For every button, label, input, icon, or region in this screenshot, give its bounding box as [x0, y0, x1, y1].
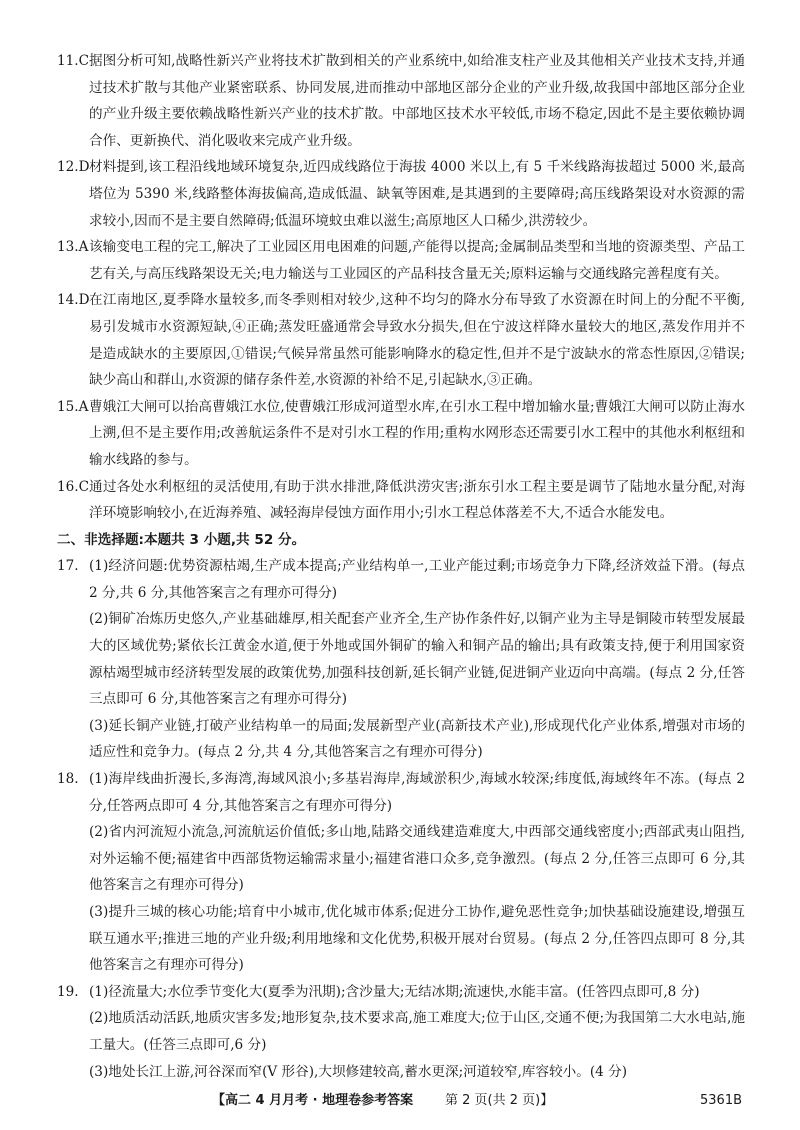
answer-item-13: [57, 234, 745, 287]
question-number: 19.: [57, 983, 79, 1000]
sub-answer: (3)提升三城的核心功能;培育中小城市,优化城市体系;促进分工协作,避免恶性竞争;加快基础设施建设,增强互联互通水平;推进三地的产业升级;利用地缘和文化优势,积极开展对台贸易。(每点 2 分,任答四点即可 8 分,其他答案言之有理亦可得分): [89, 904, 745, 974]
sub-answer: (1)海岸线曲折漫长,多海湾,海域风浪小;多基岩海岸,海域淤积少,海域水较深;纬度低,海域终年不冻。(每点 2 分,任答两点即可 4 分,其他答案言之有理亦可得分): [89, 771, 745, 814]
sub-answer: (3)延长铜产业链,打破产业结构单一的局面;发展新型产业(高新技术产业),形成现代化产业体系,增强对市场的适应性和竞争力。(每点 2 分,共 4 分,其他答案言之有理亦可得分): [89, 717, 745, 761]
question-number: 12.D: [57, 159, 90, 176]
sub-answer: (3)地处长江上游,河谷深而窄(V 形谷),大坝修建较高,蓄水更深;河道较窄,库容较小。(4 分): [89, 1063, 628, 1080]
sub-answer: (2)铜矿冶炼历史悠久,产业基础雄厚,相关配套产业齐全,生产协作条件好,以铜产业为主导是铜陵市转型发展最大的区域优势;紧依长江黄金水道,便于外地或国外铜矿的输入和铜产品的输出;具有政策支持,便于利用国家资源枯竭型城市经济转型发展的政策优势,加强科技创新,延长铜产业链,促进铜产业迈向中高端。(每点 2 分,任答三点即可 6 分,其他答案言之有理亦可得分): [89, 611, 745, 708]
answer-text: 据图分析可知,战略性新兴产业将技术扩散到相关的产业系统中,如给准支柱产业及其他相关产业技术支持,并通过技术扩散与其他产业紧密联系、协同发展,进而推动中部地区部分企业的产业升级,故我国中部地区部分企业的产业升级主要依赖战略性新兴产业的技术扩散。中部地区技术水平较低,市场不稳定,因此不是主要依赖协调合作、更新换代、消化吸收来完成产业升级。: [89, 53, 745, 149]
question-number: 14.D: [57, 292, 90, 309]
sub-answer: (2)省内河流短小流急,河流航运价值低;多山地,陆路交通线建造难度大,中西部交通线密度小;西部武夷山阻挡,对外运输不便;福建省中西部货物运输需求量小;福建省港口众多,竞争激烈。(每点 2 分,任答三点即可 6 分,其他答案言之有理亦可得分): [89, 824, 745, 894]
answer-item-12: [57, 154, 745, 234]
footer-code: 5361B: [700, 1093, 743, 1108]
answer-content: [57, 48, 745, 1085]
answer-item-19: [57, 979, 745, 1085]
footer-title: 【高二 4 月月考 · 地理卷参考答案: [212, 1093, 414, 1108]
question-number: 17.: [57, 558, 79, 575]
answer-item-17: [57, 553, 745, 766]
answer-text: 通过各处水利枢纽的灵活使用,有助于洪水排泄,降低洪涝灾害;浙东引水工程主要是调节了陆地水量分配,对海洋环境影响较小,在近海养殖、减轻海岸侵蚀方面作用小;引水工程总体落差不大,不适合水能发电。: [89, 478, 745, 522]
answer-text: 在江南地区,夏季降水量较多,而冬季则相对较少,这种不均匀的降水分布导致了水资源在时间上的分配不平衡,易引发城市水资源短缺,④正确;蒸发旺盛通常会导致水分损失,但在宁波这样降水量较大的地区,蒸发作用并不是造成缺水的主要原因,①错误;气候异常虽然可能影响降水的稳定性,但并不是宁波缺水的常态性原因,②错误;缺少高山和群山,水资源的储存条件差,水资源的补给不足,引起缺水,③正确。: [89, 292, 745, 389]
sub-answer: (1)经济问题:优势资源枯竭,生产成本提高;产业结构单一,工业产能过剩;市场竞争力下降,经济效益下滑。(每点 2 分,共 6 分,其他答案言之有理亦可得分): [89, 558, 745, 601]
question-number: 15.A: [57, 398, 89, 415]
answer-item-14: [57, 287, 745, 393]
answer-item-11: [57, 48, 745, 154]
answer-text: 曹娥江大闸可以抬高曹娥江水位,使曹娥江形成河道型水库,在引水工程中增加输水量;曹娥江大闸可以防止海水上溯,但不是主要作用;改善航运条件不是对引水工程的作用;重构水网形态还需要引水工程中的其他水利枢纽和输水线路的参与。: [89, 398, 745, 468]
section-heading: 二、非选择题:本题共 3 小题,共 52 分。: [57, 531, 306, 548]
page-footer: [0, 1088, 800, 1114]
question-number: 16.C: [57, 478, 90, 495]
answer-text: 材料提到,该工程沿线地域环境复杂,近四成线路位于海拔 4000 米以上,有 5 千米线路海拔超过 5000 米,最高塔位为 5390 米,线路整体海拔偏高,造成低温、缺氧等困难,是其遇到的主要障碍;高压线路架设对水资源的需求较小,因而不是主要自然障碍;低温环境蚊虫难以滋生;高原地区人口稀少,洪涝较少。: [89, 159, 745, 229]
sub-answer: (2)地质活动活跃,地质灾害多发;地形复杂,技术要求高,施工难度大;位于山区,交通不便;为我国第二大水电站,施工量大。(任答三点即可,6 分): [89, 1010, 745, 1053]
answer-item-16: [57, 474, 745, 527]
question-number: 11.C: [57, 53, 90, 69]
footer-page-number: 第 2 页(共 2 页)】: [445, 1093, 554, 1108]
answer-item-15: [57, 394, 745, 474]
question-number: 18.: [57, 771, 79, 788]
sub-answer: (1)径流量大;水位季节变化大(夏季为汛期);含沙量大;无结冰期;流速快,水能丰富。(任答四点即可,8 分): [89, 983, 700, 1000]
answer-text: 该输变电工程的完工,解决了工业园区用电困难的问题,产能得以提高;金属制品类型和当地的资源类型、产品工艺有关,与高压线路架设无关;电力输送与工业园区的产品科技含量无关;原料运输与交通线路完善程度有关。: [89, 239, 745, 282]
question-number: 13.A: [57, 239, 89, 256]
answer-item-18: [57, 766, 745, 979]
